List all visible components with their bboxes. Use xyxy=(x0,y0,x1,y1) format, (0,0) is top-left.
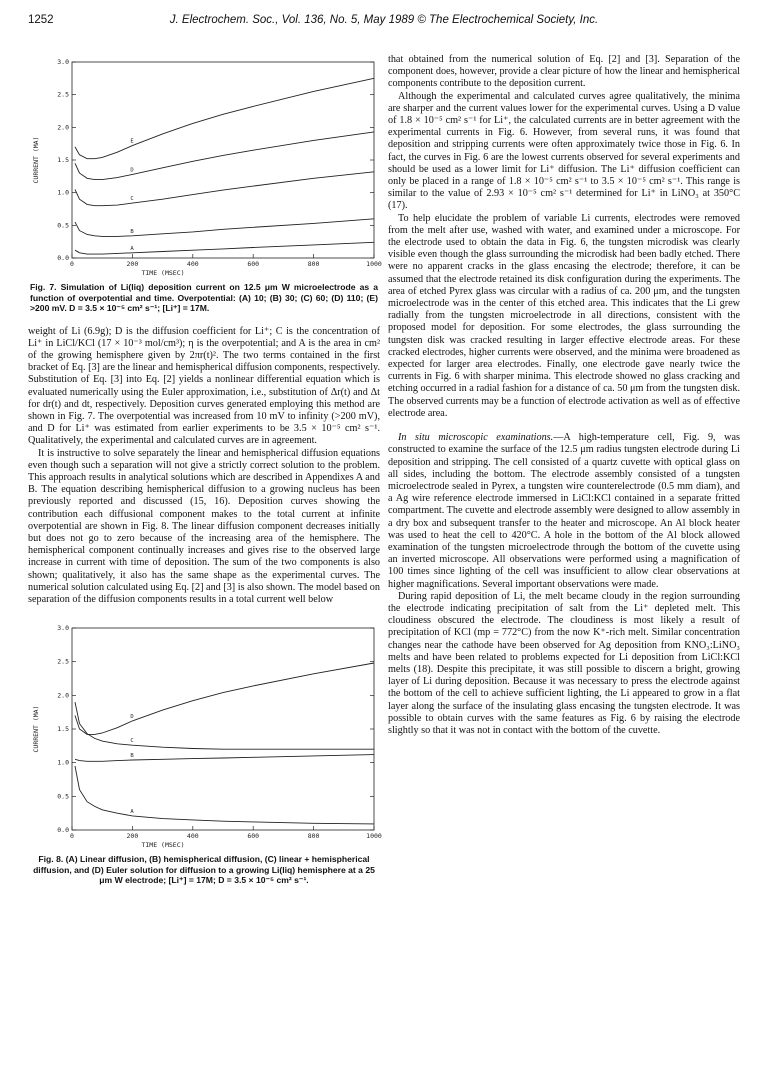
y-tick-label: 0.0 xyxy=(57,826,69,835)
plot-frame xyxy=(72,628,374,830)
x-tick-label: 0 xyxy=(70,832,74,841)
figure-7-caption: Fig. 7. Simulation of Li(liq) deposition current on 12.5 μm W microelectrode as a function of overpotential and time. Overpotential: (A) 10; (B) 30; (C) 60; (D) 110; (E) >200 mV. D = 3.5 × 10⁻⁵ cm² s⁻¹; [Li⁺] = 17M. xyxy=(30,282,378,313)
right-paragraph-2: Although the experimental and calculated curves agree qualitatively, the minima are sharper and the current values lower for the experimental curves. Using a D value of 1.8 × 10⁻⁵ cm² s⁻¹ for Li⁺, the calculated currents are in better agreement with the experimental currents in Fig. 6. However, from several runs, it was found that deposition and stripping currents were often approximately twice those in Fig. 6. In fact, the curves in Fig. 6 are the lowest currents observed for several experiments and should be used as a lower limit for Li⁺ diffusion. The Li⁺ diffusion coefficient can only be placed in a range of 1.8 × 10⁻⁵ cm² s⁻¹ to 3.5 × 10⁻⁵ cm² s⁻¹. This range is similar to the value of 2.93 × 10⁻⁵ cm² s⁻¹ determined for Li⁺ in LiNO₃ at 350°C (17). xyxy=(388,90,740,212)
right-paragraph-5: During rapid deposition of Li, the melt became cloudy in the region surrounding the electrode indicating precipitation of salt from the Li⁺ depleted melt. This cloudiness obscured the electrode. The cloudiness is most likely a result of precipitation of KCl (mp = 772°C) from the now K⁺-rich melt. Similar concentration changes near the cathode have been observed for Ag deposition from KNO₃:LiNO₃ melts and have been related to problems expected for Li deposition from LiCl:KCl melts (18). Despite this precipitate, it was still possible to discern a bright, growing layer of Li during deposition. Because it was necessary to press the electrode against the bottom of the cell to achieve sufficient lighting, the Li appeared to grow in a flat layer along the surface of the insulating glass encasing the tungsten electrode. It was possible to obtain curves with the same features as Fig. 6 by raising the electrode slightly so that it was not in contact with the bottom of the cuvette. xyxy=(388,590,740,736)
x-axis-label: TIME (MSEC) xyxy=(141,841,185,850)
y-tick-label: 2.5 xyxy=(57,90,69,99)
series-label-A: A xyxy=(130,809,134,816)
x-tick-label: 600 xyxy=(247,832,260,841)
x-tick-label: 0 xyxy=(70,260,74,268)
y-tick-label: 3.0 xyxy=(57,624,69,633)
x-tick-label: 1000 xyxy=(366,832,382,841)
series-line-D xyxy=(75,132,374,180)
right-paragraph-3: To help elucidate the problem of variable Li currents, electrodes were removed from the melt after use, washed with water, and examined under a microscope. For the electrode used to obtain the data in Fig. 6, the tungsten microdisk was clearly visible even though the glass surrounding the microdisk had been badly etched. There were no apparent cracks in the glass encasing the electrode; therefore, it can be assumed that the electrode retained its disk configuration during the experiments. The area of etched Pyrex glass was circular with a radius of ca. 200 μm, and the tungsten microelectrode was in the center of this etched area. This indicates that the Li grew radially from the tungsten microelectrode in all directions, consistent with the proposed model for deposition. For some electrodes, the glass surrounding the tungsten disk was cracked resulting in larger effective electrode areas. For these cracked electrodes, higher currents were observed, and the minima were broadened as expected for larger area electrodes. Finally, one electrode gave nearly twice the currents in Fig. 6 with sharper minima. This electrode showed no glass cracking and etching occurred in a radial fashion for a distance of ca. 50 μm from the tungsten disk. The observed currents may be a function of electrode activation as well as of effective electrode area. xyxy=(388,212,740,419)
y-axis-label: CURRENT (MA) xyxy=(32,705,40,753)
left-paragraph-1: weight of Li (6.9g); D is the diffusion coefficient for Li⁺; C is the concentration of Li⁺ in LiCl/KCl (17 × 10⁻³ mol/cm³); η is the overpotential; and A is the area in cm² of the growing hemisphere given by 2πr(t)². The two terms contained in the first bracket of Eq. [3] are the linear and hemispherical diffusion components, respectively. Substitution of Eq. [3] into Eq. [2] yields a nonlinear differential equation which is evaluated numerically using the Euler approximation, i.e., substitution of Δr(t) and Δt for dr(t) and dt, respectively. Deposition curves generated employing this method are shown in Fig. 7. The overpotential was increased from 10 mV to infinity (>200 mV), and D for Li⁺ was estimated from earlier experiments to be 3.5 × 10⁻⁵ cm² s⁻¹. Qualitatively, the experimental and calculated curves are in agreement. xyxy=(28,325,380,447)
series-label-A: A xyxy=(130,245,134,252)
right-paragraph-1: that obtained from the numerical solution of Eq. [2] and [3]. Separation of the component does, however, provide a clear picture of how the linear and hemispherical components contribute to the deposition current. xyxy=(388,54,740,90)
journal-citation: J. Electrochem. Soc., Vol. 136, No. 5, May 1989 © The Electrochemical Society, Inc. xyxy=(169,14,599,26)
page-number: 1252 xyxy=(28,14,54,26)
series-line-B xyxy=(75,755,374,762)
y-tick-label: 0.0 xyxy=(57,254,69,262)
left-column xyxy=(28,54,380,898)
figure-8-caption: Fig. 8. (A) Linear diffusion, (B) hemispherical diffusion, (C) linear + hemispherical diffusion, and (D) Euler solution for diffusion to a growing Li(liq) hemisphere at a 25 μm W electrode; [Li⁺] = 17M; D = 3.5 × 10⁻⁵ cm² s⁻¹. xyxy=(33,854,375,886)
y-tick-label: 3.0 xyxy=(57,58,69,66)
section-title: In situ microscopic examinations. xyxy=(398,432,554,444)
figure-8-chart xyxy=(28,620,380,852)
series-label-D: D xyxy=(130,714,134,721)
running-header xyxy=(28,14,740,32)
y-tick-label: 2.0 xyxy=(57,123,69,132)
series-line-E xyxy=(75,78,374,158)
series-label-E: E xyxy=(130,138,134,145)
y-tick-label: 0.5 xyxy=(57,792,69,801)
x-tick-label: 1000 xyxy=(366,260,382,268)
x-tick-label: 400 xyxy=(186,832,199,841)
y-tick-label: 1.0 xyxy=(57,758,69,767)
y-tick-label: 1.0 xyxy=(57,188,69,197)
right-paragraph-4 xyxy=(388,432,740,591)
series-line-D xyxy=(75,663,374,734)
x-tick-label: 600 xyxy=(247,260,260,268)
x-tick-label: 200 xyxy=(126,832,139,841)
section-text: —A high-temperature cell, Fig. 9, was constructed to examine the surface of the 12.5 μm radius tungsten electrode during Li deposition and stripping. The cell consisted of a quartz cuvette with optical glass on all sides, including the bottom. The electrode assembly consisted of a tungsten microelectrode sealed in Pyrex, a tungsten wire counterelectrode (0.5 mm diam), and a Ag wire reference electrode immersed in LiCl:KCl contained in a separate fritted compartment. The cuvette and electrode assembly were designed to allow assembly in a dry box and subsequent transfer to the heater and microscope. An Al block heater was used to heat the cell to 420°C. A hole in the bottom of the Al block allowed examination of the tungsten microelectrode through the bottom of the cuvette using an inverted microscope. All observations were performed using a magnification of 100 times since lighting of the cell was insufficient to allow clear observations at higher magnifications. Several important observations were made. xyxy=(388,432,740,590)
x-tick-label: 200 xyxy=(126,260,139,268)
x-tick-label: 400 xyxy=(186,260,199,268)
x-tick-label: 800 xyxy=(307,260,320,268)
series-line-C xyxy=(75,702,374,749)
series-line-B xyxy=(75,219,374,237)
plot-frame xyxy=(72,62,374,258)
y-tick-label: 1.5 xyxy=(57,725,69,734)
figure-7-chart xyxy=(28,54,380,280)
left-paragraph-2: It is instructive to solve separately the linear and hemispherical diffusion equations even though such a separation will not give a strictly correct solution to the problem. This approach results in analytical solutions which are described in Appendixes A and B. The equation describing hemispherical diffusion to a growing nucleus has been previously reported and discussed (15, 16). Deposition curves showing the contribution each diffusional component makes to the total current at infinite overpotential are shown in Fig. 8. The linear diffusion component decreases initially but does not go to zero because of the increasing area of the hemisphere. The hemispherical component continually increases and gives rise to the observed large increase in current with time of deposition. The sum of the two components is also shown; qualitatively, it also has the same shape as the experimental curves. The numerical solution calculated using Eq. [2] and [3] is also shown. The model based on separation of the diffusion components results in a total current well below xyxy=(28,447,380,605)
x-tick-label: 800 xyxy=(307,832,320,841)
x-axis-label: TIME (MSEC) xyxy=(141,269,185,277)
right-column xyxy=(388,54,740,737)
series-line-A xyxy=(75,242,374,254)
y-tick-label: 2.5 xyxy=(57,657,69,666)
series-label-D: D xyxy=(130,167,134,174)
series-label-C: C xyxy=(130,738,134,745)
series-label-C: C xyxy=(130,196,134,203)
y-tick-label: 1.5 xyxy=(57,156,69,164)
series-label-B: B xyxy=(130,228,134,235)
figure-7 xyxy=(28,54,380,280)
y-axis-label: CURRENT (MA) xyxy=(32,136,40,184)
figure-8 xyxy=(28,620,380,852)
series-line-A xyxy=(75,766,374,824)
series-label-B: B xyxy=(130,753,134,760)
y-tick-label: 2.0 xyxy=(57,691,69,700)
y-tick-label: 0.5 xyxy=(57,221,69,230)
